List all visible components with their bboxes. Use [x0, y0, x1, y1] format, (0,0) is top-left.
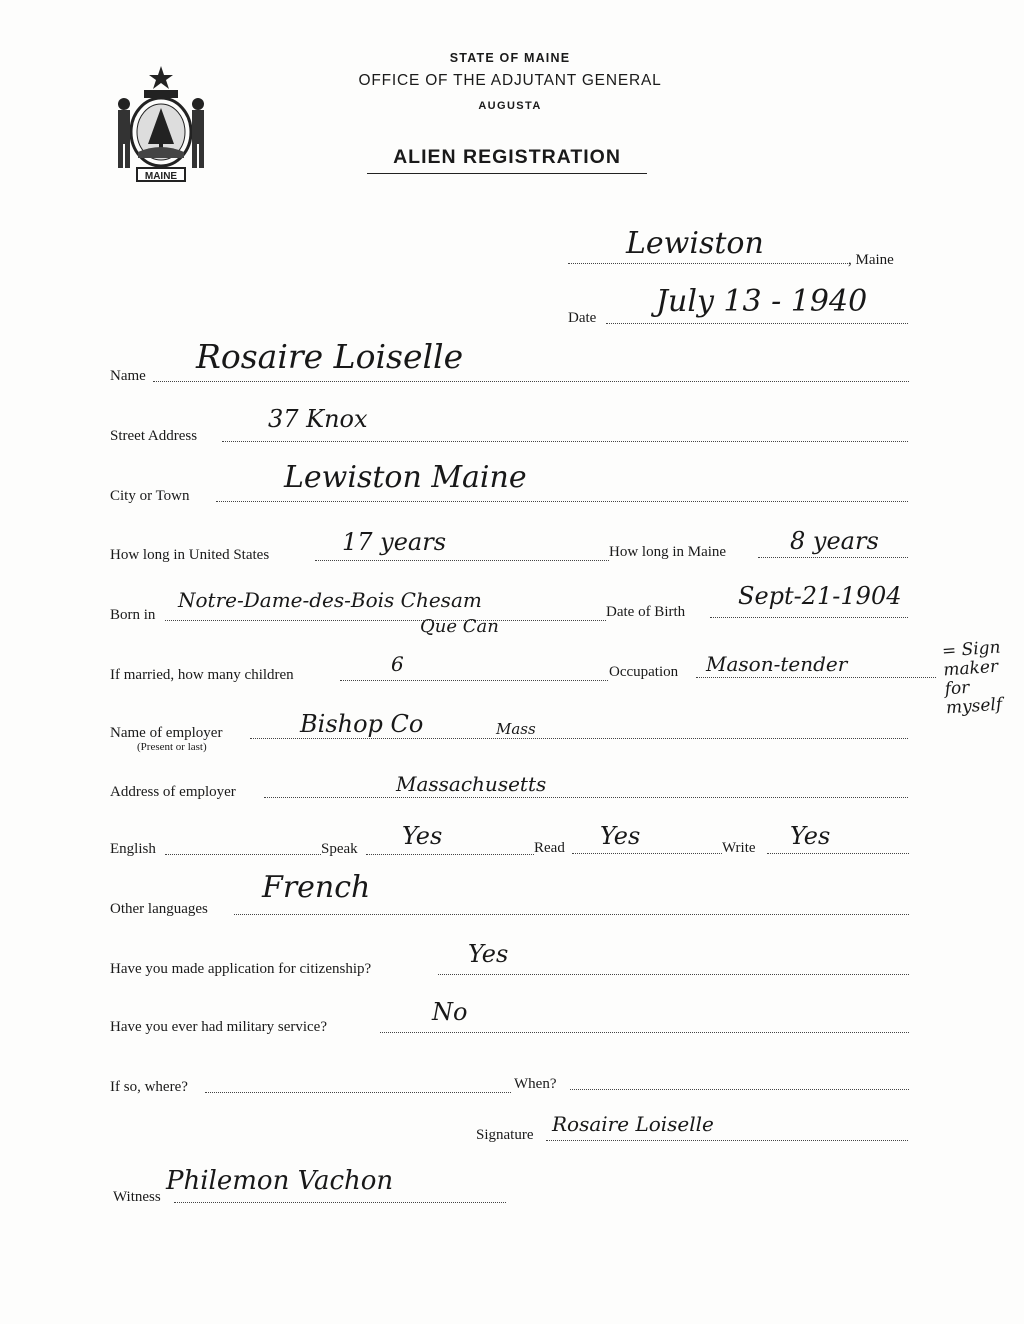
employer-sublabel: (Present or last) [137, 741, 207, 753]
employer-address-line [264, 797, 908, 798]
name-label: Name [110, 368, 146, 384]
other-languages-value: French [262, 870, 371, 905]
english-line [165, 854, 321, 855]
born-value: Notre-Dame-des-Bois Chesam [178, 588, 482, 612]
signature-line [546, 1140, 908, 1141]
maine-years-value: 8 years [790, 527, 879, 555]
children-value: 6 [391, 652, 404, 676]
children-line [340, 680, 608, 681]
write-line [767, 853, 909, 854]
read-line [572, 853, 722, 854]
occupation-line [696, 677, 936, 678]
street-value: 37 Knox [268, 405, 368, 433]
born-label: Born in [110, 607, 156, 623]
signature-value: Rosaire Loiselle [552, 1112, 714, 1136]
maine-years-label: How long in Maine [609, 544, 727, 560]
us-years-label: How long in United States [110, 547, 270, 563]
state-heading: STATE OF MAINE [449, 51, 571, 65]
citizenship-label: Have you made application for citizenship? [110, 961, 372, 977]
when-line [570, 1089, 909, 1090]
maine-label: , Maine [848, 252, 894, 268]
employer-address-label: Address of employer [110, 784, 236, 800]
born-value-line2: Que Can [420, 616, 499, 637]
dob-line [710, 617, 908, 618]
write-label: Write [722, 840, 756, 856]
english-label: English [110, 841, 156, 857]
form-title: ALIEN REGISTRATION [393, 146, 621, 168]
employer-extra: Mass [496, 720, 536, 738]
military-value: No [432, 998, 468, 1026]
city-line [216, 501, 908, 502]
witness-label: Witness [113, 1189, 161, 1205]
speak-label: Speak [321, 841, 358, 857]
children-label: If married, how many children [110, 667, 294, 683]
read-value: Yes [600, 822, 641, 850]
signature-label: Signature [476, 1127, 534, 1143]
place-line [568, 263, 850, 264]
citizenship-value: Yes [468, 940, 509, 968]
title-underline [367, 173, 647, 174]
military-line [380, 1032, 909, 1033]
dob-label: Date of Birth [606, 604, 686, 620]
other-languages-line [234, 914, 909, 915]
city-heading: AUGUSTA [478, 100, 542, 112]
office-heading: OFFICE OF THE ADJUTANT GENERAL [358, 72, 662, 89]
street-line [222, 441, 908, 442]
occupation-value: Mason-tender [706, 652, 848, 676]
speak-line [366, 854, 534, 855]
write-value: Yes [790, 822, 831, 850]
citizenship-line [438, 974, 909, 975]
date-value: July 13 - 1940 [656, 284, 868, 319]
us-years-value: 17 years [342, 528, 447, 556]
place-value: Lewiston [626, 226, 764, 261]
street-label: Street Address [110, 428, 198, 444]
maine-years-line [758, 557, 908, 558]
employer-address-value: Massachusetts [396, 772, 547, 796]
us-years-line [315, 560, 609, 561]
other-languages-label: Other languages [110, 901, 208, 917]
speak-value: Yes [402, 822, 443, 850]
name-line [153, 381, 909, 382]
when-label: When? [514, 1076, 557, 1092]
witness-value: Philemon Vachon [166, 1166, 394, 1196]
dob-value: Sept-21-1904 [738, 582, 902, 610]
maine-state-seal [108, 62, 214, 186]
employer-value: Bishop Co [300, 710, 424, 738]
employer-label: Name of employer [110, 725, 223, 741]
witness-line [174, 1202, 506, 1203]
employer-line [250, 738, 908, 739]
date-label: Date [568, 310, 597, 326]
occupation-margin-note: = Sign maker for myself [941, 637, 1003, 719]
city-label: City or Town [110, 488, 190, 504]
where-line [205, 1092, 511, 1093]
military-label: Have you ever had military service? [110, 1019, 327, 1035]
city-value: Lewiston Maine [284, 460, 527, 495]
svg-text:MAINE: MAINE [144, 171, 178, 182]
where-label: If so, where? [110, 1079, 188, 1095]
date-line [606, 323, 908, 324]
occupation-label: Occupation [609, 664, 679, 680]
read-label: Read [534, 840, 565, 856]
name-value: Rosaire Loiselle [196, 337, 464, 376]
born-line [165, 620, 606, 621]
